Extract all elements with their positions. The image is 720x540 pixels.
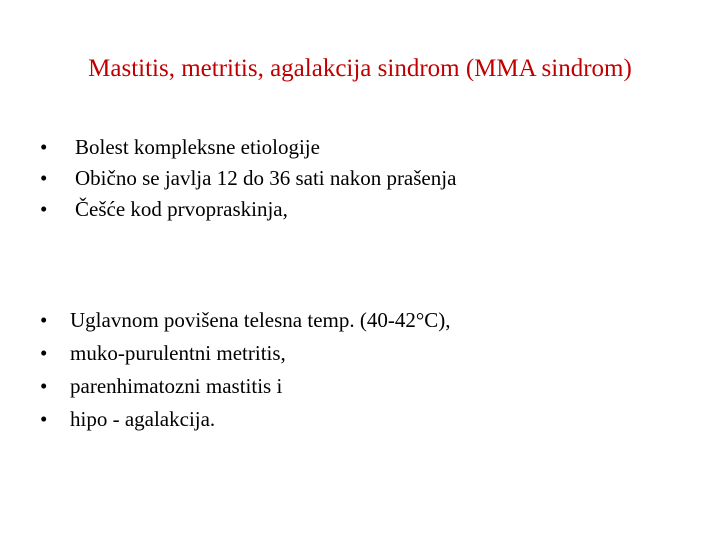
bullet-text: parenhimatozni mastitis i — [70, 374, 283, 398]
bullet-icon: • — [40, 166, 48, 190]
slide-title: Mastitis, metritis, agalakcija sindrom (MMA sindrom) — [88, 55, 632, 82]
bullet-icon: • — [40, 308, 48, 332]
bullet-text: Češće kod prvopraskinja, — [75, 197, 288, 221]
bullet-icon: • — [40, 341, 48, 365]
bullet-icon: • — [40, 407, 48, 431]
bullet-text: Obično se javlja 12 do 36 sati nakon prašenja — [75, 166, 457, 190]
bullet-text: hipo - agalakcija. — [70, 407, 216, 431]
bullet-text: muko-purulentni metritis, — [70, 341, 286, 365]
bullet-icon: • — [40, 374, 48, 398]
bullet-text: Uglavnom povišena telesna temp. (40-42°C), — [70, 308, 451, 332]
bullet-text: Bolest kompleksne etiologije — [75, 135, 320, 159]
bullet-icon: • — [40, 135, 48, 159]
bullet-icon: • — [40, 197, 48, 221]
